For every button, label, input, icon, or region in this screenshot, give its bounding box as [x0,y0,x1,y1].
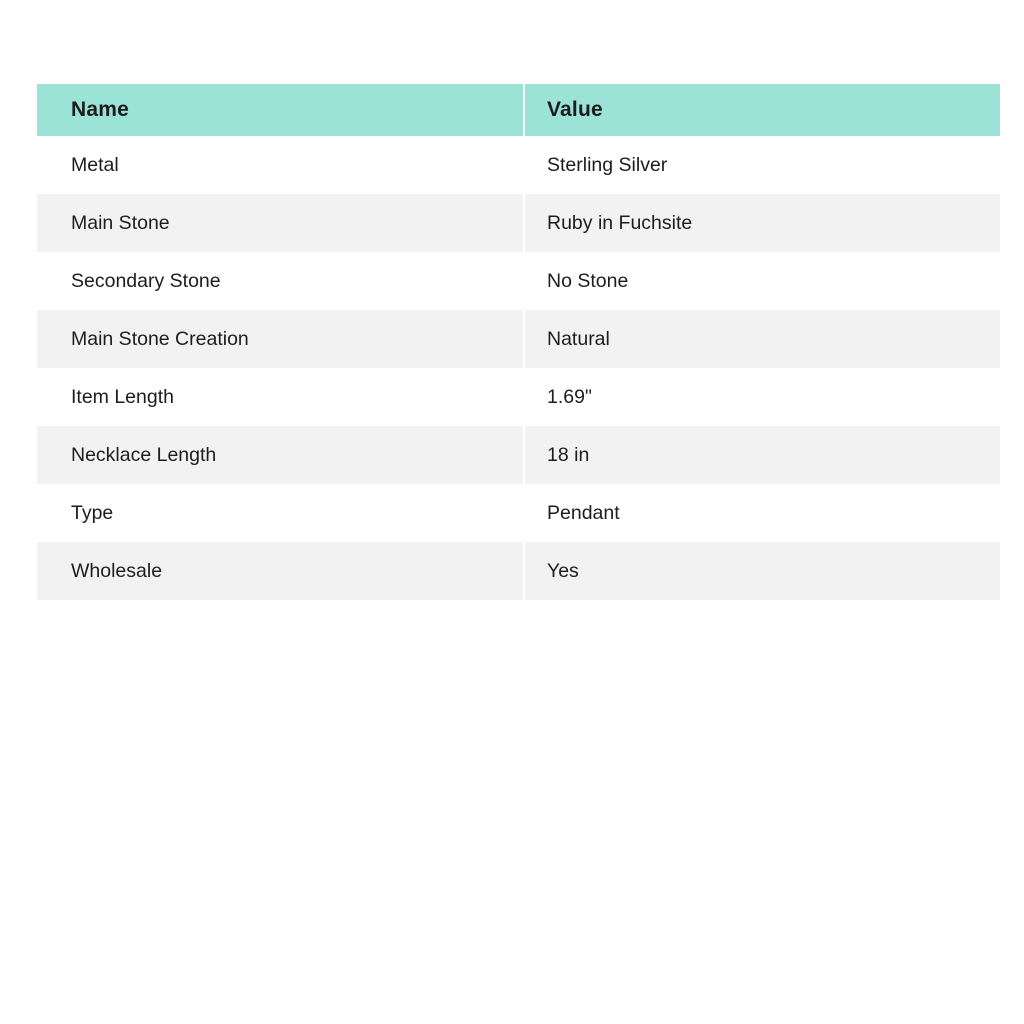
product-spec-table [37,84,1000,600]
table-row [37,368,1000,426]
row-value-item-length: 1.69" [525,368,1000,426]
header-value: Value [525,84,1000,136]
table-row [37,484,1000,542]
row-value-secondary-stone: No Stone [525,252,1000,310]
table-row [37,136,1000,194]
table-row [37,542,1000,600]
row-name-type: Type [37,484,523,542]
table-row [37,252,1000,310]
header-name: Name [37,84,523,136]
row-value-main-stone-creation: Natural [525,310,1000,368]
row-name-wholesale: Wholesale [37,542,523,600]
table-row [37,426,1000,484]
row-name-main-stone-creation: Main Stone Creation [37,310,523,368]
row-value-type: Pendant [525,484,1000,542]
table-row [37,310,1000,368]
table-body [37,136,1000,600]
table-row [37,194,1000,252]
row-value-metal: Sterling Silver [525,136,1000,194]
table-header-row [37,84,1000,136]
row-value-wholesale: Yes [525,542,1000,600]
row-value-main-stone: Ruby in Fuchsite [525,194,1000,252]
row-name-necklace-length: Necklace Length [37,426,523,484]
row-value-necklace-length: 18 in [525,426,1000,484]
row-name-secondary-stone: Secondary Stone [37,252,523,310]
row-name-metal: Metal [37,136,523,194]
row-name-item-length: Item Length [37,368,523,426]
row-name-main-stone: Main Stone [37,194,523,252]
